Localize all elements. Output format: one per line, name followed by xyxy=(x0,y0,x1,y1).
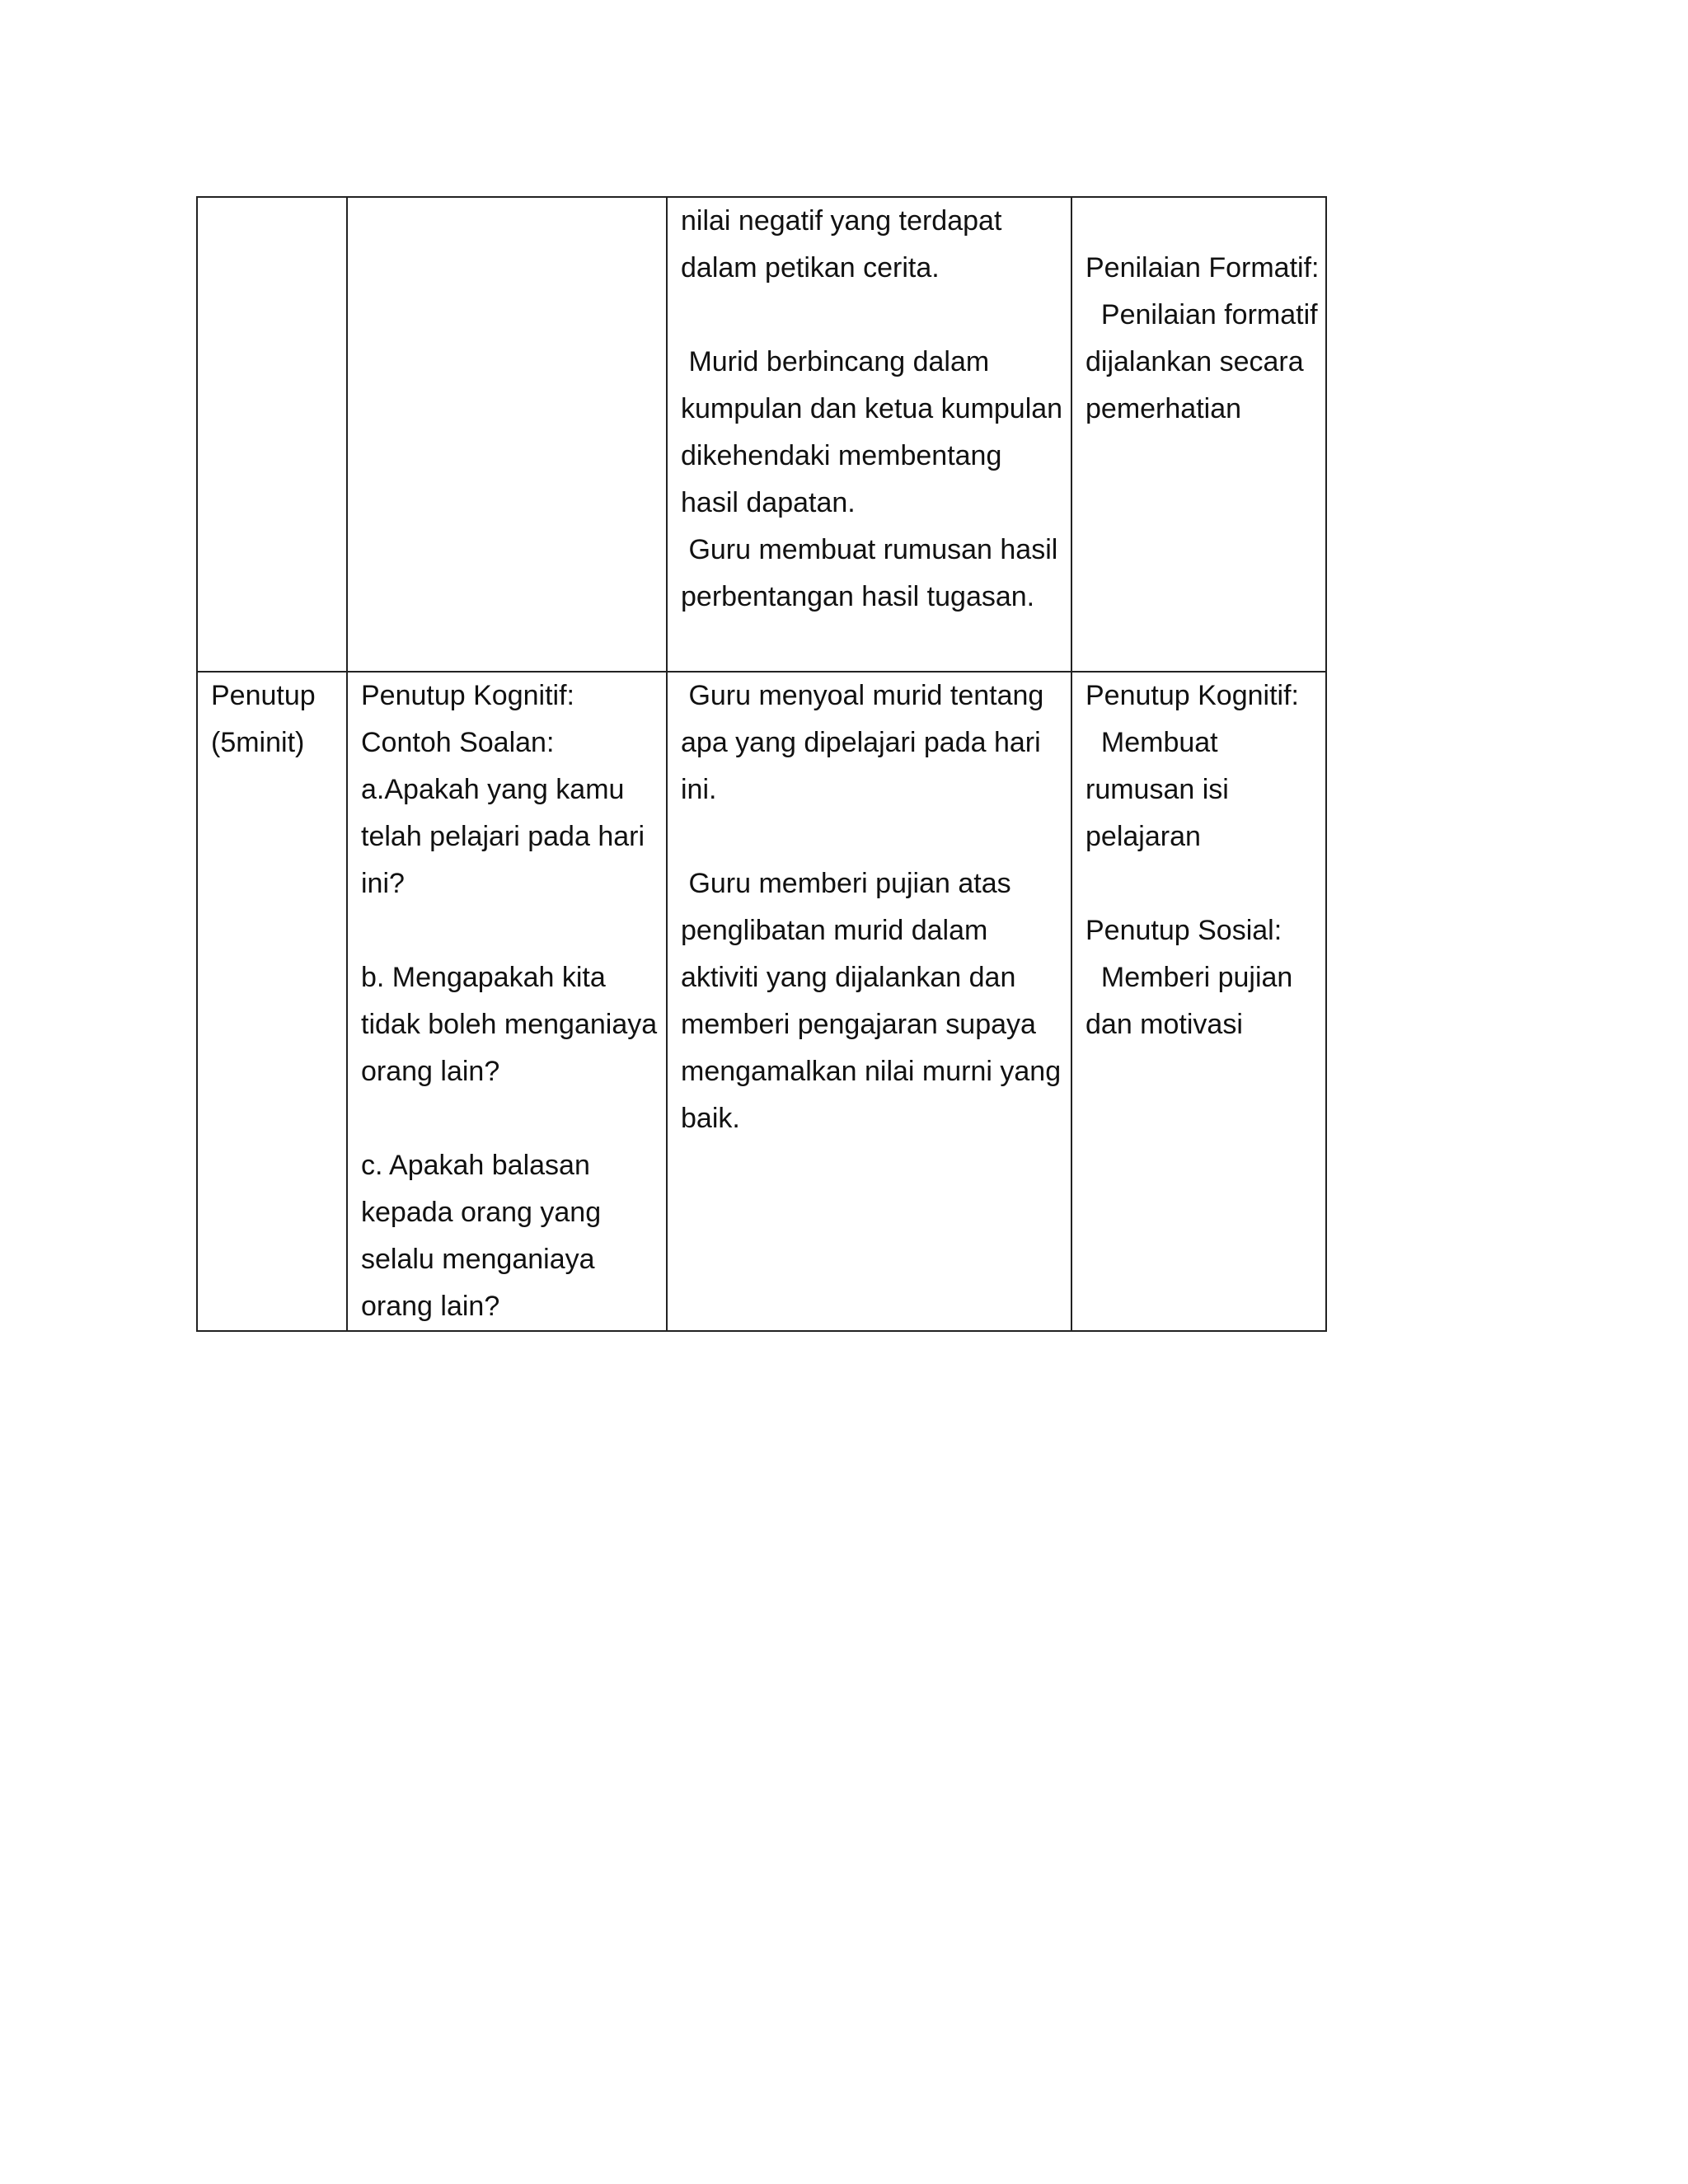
cell-text-line: penglibatan murid dalam xyxy=(681,915,988,946)
cell-text-line: Guru memberi pujian atas xyxy=(681,868,1011,899)
table-cell-stage xyxy=(197,197,347,672)
cell-text-line: c. Apakah balasan xyxy=(361,1150,590,1181)
cell-text-line: Contoh Soalan: xyxy=(361,727,555,758)
table-cell-content xyxy=(347,197,667,672)
cell-text-line: memberi pengajaran supaya xyxy=(681,1009,1036,1040)
cell-text-line xyxy=(1085,198,1312,245)
cell-text-line: dikehendaki membentang xyxy=(681,440,1002,471)
cell-text-line: Guru menyoal murid tentang xyxy=(681,680,1044,711)
cell-text-line: Memberi pujian xyxy=(1085,962,1293,993)
cell-text-line: Penutup Kognitif: xyxy=(361,680,574,711)
cell-text-line: mengamalkan nilai murni yang xyxy=(681,1056,1062,1087)
cell-text-line: perbentangan hasil tugasan. xyxy=(681,581,1035,612)
cell-text-line: dijalankan secara xyxy=(1085,346,1304,377)
cell-text-line: telah pelajari pada hari xyxy=(361,821,645,852)
table-row xyxy=(197,672,1326,1331)
cell-text-line: orang lain? xyxy=(361,1291,500,1322)
table-cell-stage xyxy=(197,672,347,1331)
cell-text-line: Penilaian formatif xyxy=(1085,299,1318,330)
cell-text-line xyxy=(361,1095,653,1142)
cell-text-line: ini. xyxy=(681,774,717,805)
cell-text-line xyxy=(1085,860,1312,907)
cell-text-line: baik. xyxy=(681,1103,740,1134)
cell-text-line: Penutup xyxy=(211,680,316,711)
cell-text-line: selalu menganiaya xyxy=(361,1244,595,1275)
cell-text-line: pelajaran xyxy=(1085,821,1201,852)
cell-text-line: aktiviti yang dijalankan dan xyxy=(681,962,1016,993)
cell-text-line: dalam petikan cerita. xyxy=(681,252,940,284)
cell-text-line: Penilaian Formatif: xyxy=(1085,252,1320,284)
cell-text-line xyxy=(681,292,1057,339)
cell-text-line: nilai negatif yang terdapat xyxy=(681,205,1002,237)
cell-text-line: Penutup Kognitif: xyxy=(1085,680,1299,711)
cell-text-line: rumusan isi xyxy=(1085,774,1229,805)
cell-text-line: tidak boleh menganiaya xyxy=(361,1009,658,1040)
cell-text-line: ini? xyxy=(361,868,405,899)
cell-text-line: kumpulan dan ketua kumpulan xyxy=(681,393,1063,424)
table-row xyxy=(197,197,1326,672)
table-cell-assessment xyxy=(1071,197,1326,672)
cell-text-line: orang lain? xyxy=(361,1056,500,1087)
cell-text-line: Murid berbincang dalam xyxy=(681,346,990,377)
table-cell-content xyxy=(347,672,667,1331)
cell-text-line: hasil dapatan. xyxy=(681,487,856,518)
cell-text-line: apa yang dipelajari pada hari xyxy=(681,727,1041,758)
table-cell-assessment xyxy=(1071,672,1326,1331)
cell-text-line: Guru membuat rumusan hasil xyxy=(681,534,1058,565)
cell-text-line xyxy=(361,907,653,954)
cell-text-line: Penutup Sosial: xyxy=(1085,915,1282,946)
cell-text-line: b. Mengapakah kita xyxy=(361,962,606,993)
cell-text-line: a.Apakah yang kamu xyxy=(361,774,625,805)
cell-text-line: dan motivasi xyxy=(1085,1009,1243,1040)
cell-text-line xyxy=(681,813,1057,860)
table-cell-activity xyxy=(667,672,1071,1331)
cell-text-line: kepada orang yang xyxy=(361,1197,602,1228)
lesson-plan-table xyxy=(196,196,1327,1332)
cell-text-line: Membuat xyxy=(1085,727,1218,758)
cell-text-line: (5minit) xyxy=(211,727,305,758)
table-cell-activity xyxy=(667,197,1071,672)
cell-text-line: pemerhatian xyxy=(1085,393,1242,424)
